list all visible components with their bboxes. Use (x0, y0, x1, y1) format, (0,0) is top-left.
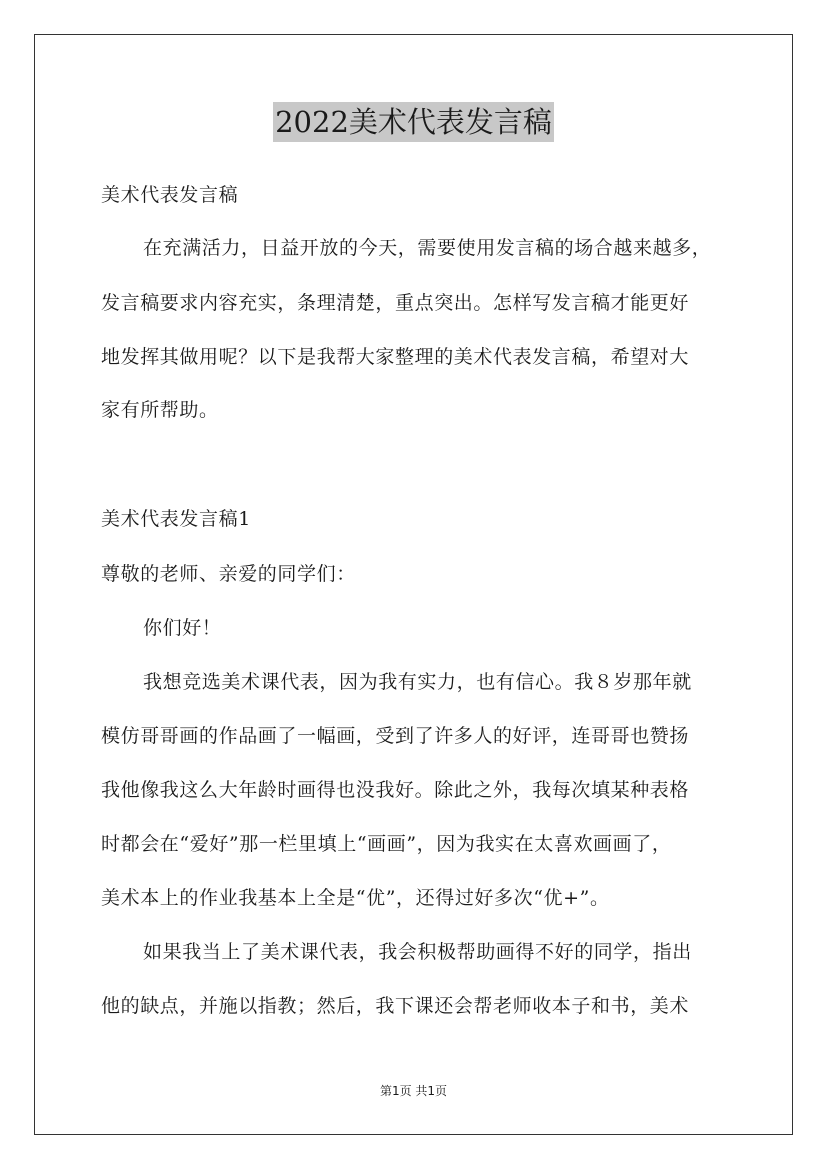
greeting: 你们好！ (143, 617, 222, 639)
document-title: 2022美术代表发言稿 (273, 102, 554, 142)
intro-line: 家有所帮助。 (101, 399, 219, 421)
paragraph-line: 我他像我这么大年龄时画得也没我好。除此之外，我每次填某种表格 (101, 779, 690, 801)
section-heading: 美术代表发言稿1 (101, 508, 251, 530)
paragraph-line: 时都会在“爱好”那一栏里填上“画画”，因为我实在太喜欢画画了， (101, 833, 672, 855)
intro-heading: 美术代表发言稿 (101, 184, 239, 206)
paragraph-line: 如果我当上了美术课代表，我会积极帮助画得不好的同学，指出 (143, 941, 692, 963)
paragraph-line: 他的缺点，并施以指教；然后，我下课还会帮老师收本子和书，美术 (101, 995, 690, 1017)
intro-line: 在充满活力，日益开放的今天，需要使用发言稿的场合越来越多， (143, 237, 712, 259)
title-container (0, 102, 827, 142)
page-number-footer: 第1页 共1页 (379, 1084, 448, 1098)
paragraph-line: 模仿哥哥画的作品画了一幅画，受到了许多人的好评，连哥哥也赞扬 (101, 725, 690, 747)
intro-line: 发言稿要求内容充实，条理清楚，重点突出。怎样写发言稿才能更好 (101, 292, 690, 314)
paragraph-line: 我想竞选美术课代表，因为我有实力，也有信心。我８岁那年就 (143, 671, 692, 693)
intro-line: 地发挥其做用呢？以下是我帮大家整理的美术代表发言稿，希望对大 (101, 346, 690, 368)
salutation: 尊敬的老师、亲爱的同学们： (101, 563, 356, 585)
paragraph-line: 美术本上的作业我基本上全是“优”，还得过好多次“优+”。 (101, 887, 610, 909)
